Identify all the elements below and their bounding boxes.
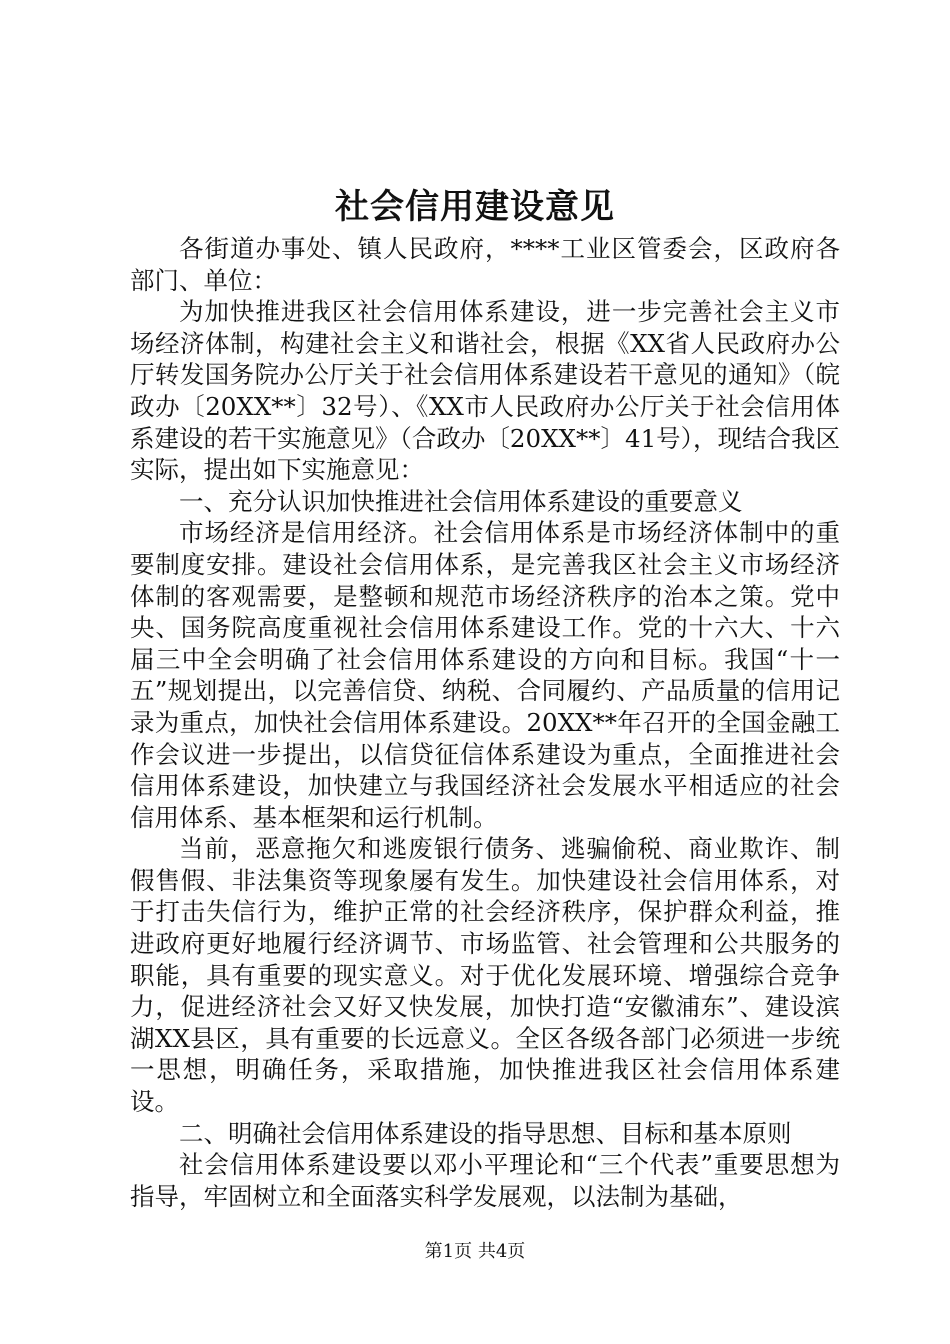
page-footer: 第1页 共4页 — [424, 1241, 526, 1262]
document-title: 社会信用建设意见 — [335, 187, 615, 227]
salutation-paragraph: 各街道办事处、镇人民政府，****工业区管委会，区政府各部门、单位： — [130, 234, 840, 295]
body-paragraph: 社会信用体系建设要以邓小平理论和“三个代表”重要思想为指导，牢固树立和全面落实科学发展观，以法制为基础， — [130, 1150, 840, 1211]
body-paragraph: 市场经济是信用经济。社会信用体系是市场经济体制中的重要制度安排。建设社会信用体系，是完善我区社会主义市场经济体制的客观需要，是整顿和规范市场经济秩序的治本之策。党中央、国务院高度重视社会信用体系建设工作。党的十六大、十六届三中全会明确了社会信用体系建设的方向和目标。我国“十一五”规划提出，以完善信贷、纳税、合同履约、产品质量的信用记录为重点，加快社会信用体系建设。20XX**年召开的全国金融工作会议进一步提出，以信贷征信体系建设为重点，全面推进社会信用体系建设，加快建立与我国经济社会发展水平相适应的社会信用体系、基本框架和运行机制。 — [130, 518, 840, 832]
section-heading-1: 一、充分认识加快推进社会信用体系建设的重要意义 — [179, 486, 743, 516]
intro-paragraph: 为加快推进我区社会信用体系建设，进一步完善社会主义市场经济体制，构建社会主义和谐社会，根据《XX省人民政府办公厅转发国务院办公厅关于社会信用体系建设若干意见的通知》（皖政办〔20XX**〕32号）、《XX市人民政府办公厅关于社会信用体系建设的若干实施意见》（合政办〔20XX**〕41号），现结合我区实际，提出如下实施意见： — [130, 297, 840, 485]
body-paragraph: 当前，恶意拖欠和逃废银行债务、逃骗偷税、商业欺诈、制假售假、非法集资等现象屡有发生。加快建设社会信用体系，对于打击失信行为，维护正常的社会经济秩序，保护群众利益，推进政府更好地履行经济调节、市场监管、社会管理和公共服务的职能，具有重要的现实意义。对于优化发展环境、增强综合竞争力，促进经济社会又好又快发展，加快打造“安徽浦东”、建设滨湖XX县区，具有重要的长远意义。全区各级各部门必须进一步统一思想，明确任务，采取措施，加快推进我区社会信用体系建设。 — [130, 834, 840, 1117]
section-heading-2: 二、明确社会信用体系建设的指导思想、目标和基本原则 — [179, 1118, 792, 1148]
document-body — [130, 233, 840, 1212]
